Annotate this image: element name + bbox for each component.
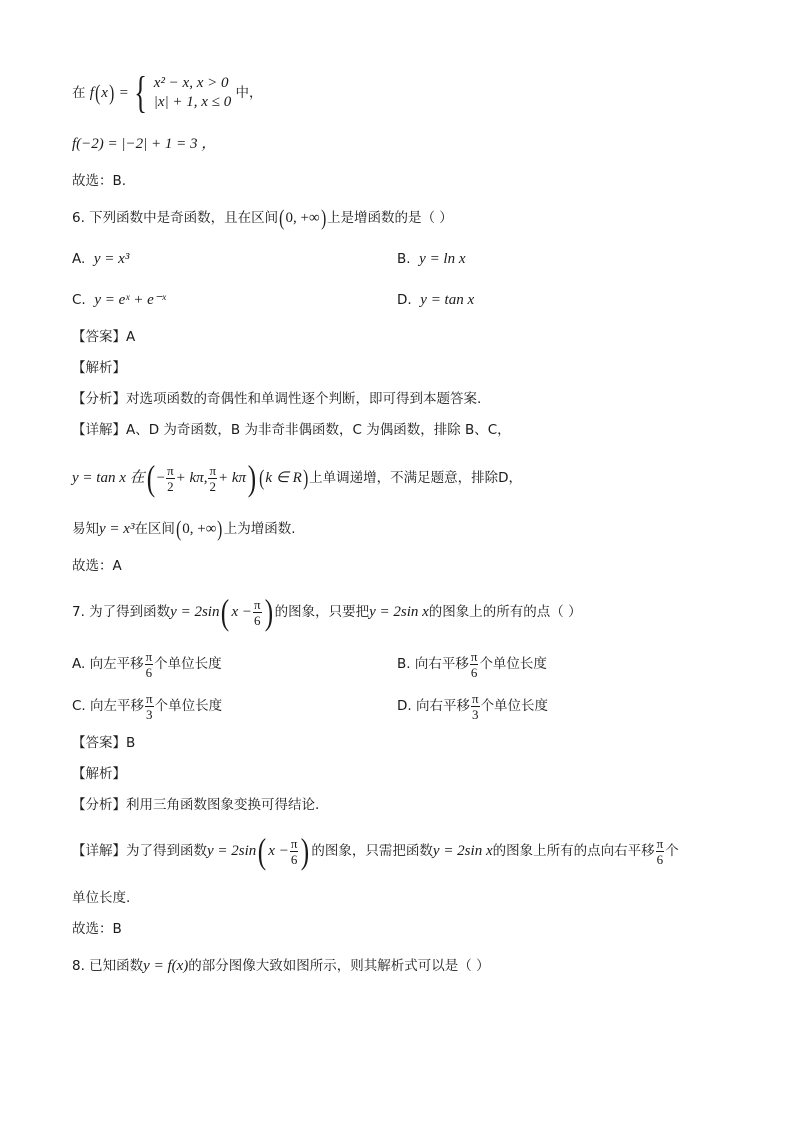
q6-xiangjie: 【详解】A、D 为奇函数，B 为非奇非偶函数，C 为偶函数，排除 B、C， [72,422,511,438]
q6-option-b[interactable]: B. y = ln x [397,251,466,267]
q8-stem: 8. 已知函数y = f(x)的部分图像大致如图所示，则其解析式可以是（ ） [72,958,490,974]
q7-option-b[interactable]: B. 向右平移 $\frac{\pi}{6}$ 个单位长度 [397,648,547,680]
q5-calc-line: f(−2) = |−2| + 1 = 3 ， [72,136,217,152]
q6-option-d[interactable]: D. y = tan x [397,292,475,308]
left-brace-icon: { [134,68,148,117]
fraction-pi-over-6: $\frac{\pi}{6}$ [145,648,153,680]
q7-option-a[interactable]: A. 向左平移 $\frac{\pi}{6}$ 个单位长度 [72,648,222,680]
fraction-pi-over-6: $\frac{\pi}{6}$ [290,835,298,867]
q5-piecewise-line: 在 f(x) = { x² − x, x > 0 |x| + 1, x ≤ 0 中， [72,68,263,117]
q7-continuation: 单位长度. [72,890,131,906]
q7-jiexi: 【解析】 [72,766,126,782]
q6-answer: 【答案】A [72,329,136,345]
q6-easy-line: 易知y = x³在区间(0, +∞)上为增函数. [72,516,296,541]
piecewise-cases: x² − x, x > 0 |x| + 1, x ≤ 0 [153,75,232,110]
q7-answer: 【答案】B [72,735,136,751]
fraction-pi-over-6: $\frac{\pi}{6}$ [254,596,261,628]
fraction-pi-over-2: $\frac{\pi}{2}$ [209,462,217,494]
q6-fenxi: 【分析】对选项函数的奇偶性和单调性逐个判断，即可得到本题答案. [72,391,482,407]
q7-xiangjie: 【详解】为了得到函数y = 2sin( x − $\frac{\pi}{6}$ ) 的图象，只需把函数y = 2sin x的图象上所有的点向右平移 $\frac{\pi}{6}$ 个 [72,831,679,871]
q6-option-c[interactable]: C. y = eˣ + e⁻ˣ [72,292,166,308]
q7-choose: 故选：B [72,921,122,937]
q6-choose: 故选：A [72,558,122,574]
q6-stem: 6. 下列函数中是奇函数，且在区间(0, +∞)上是增函数的是（ ） [72,205,453,230]
fraction-pi-over-6: $\frac{\pi}{6}$ [470,648,478,680]
q6-jiexi: 【解析】 [72,360,126,376]
fraction-pi-over-6: $\frac{\pi}{6}$ [656,835,664,867]
fraction-pi-over-3: $\frac{\pi}{3}$ [146,690,153,722]
q7-stem: 7. 为了得到函数y = 2sin( x − $\frac{\pi}{6}$ ) 的图象，只要把y = 2sin x的图象上的所有的点（ ） [72,592,582,632]
q6-option-a[interactable]: A. y = x³ [72,251,130,267]
q5-choose: 故选：B. [72,173,127,189]
fraction-pi-over-3: $\frac{\pi}{3}$ [471,690,479,722]
q7-fenxi: 【分析】利用三角函数图象变换可得结论. [72,797,320,813]
fraction-pi-over-2: $\frac{\pi}{2}$ [167,462,174,494]
q7-option-d[interactable]: D. 向右平移 $\frac{\pi}{3}$ 个单位长度 [397,690,549,722]
q7-option-c[interactable]: C. 向左平移 $\frac{\pi}{3}$ 个单位长度 [72,690,223,722]
q6-tan-line: y = tan x 在( − $\frac{\pi}{2}$ + kπ, $\frac{\pi}{2}$ + kπ) (k ∈ R)上单调递增，不满足题意，排除D， [72,458,523,498]
